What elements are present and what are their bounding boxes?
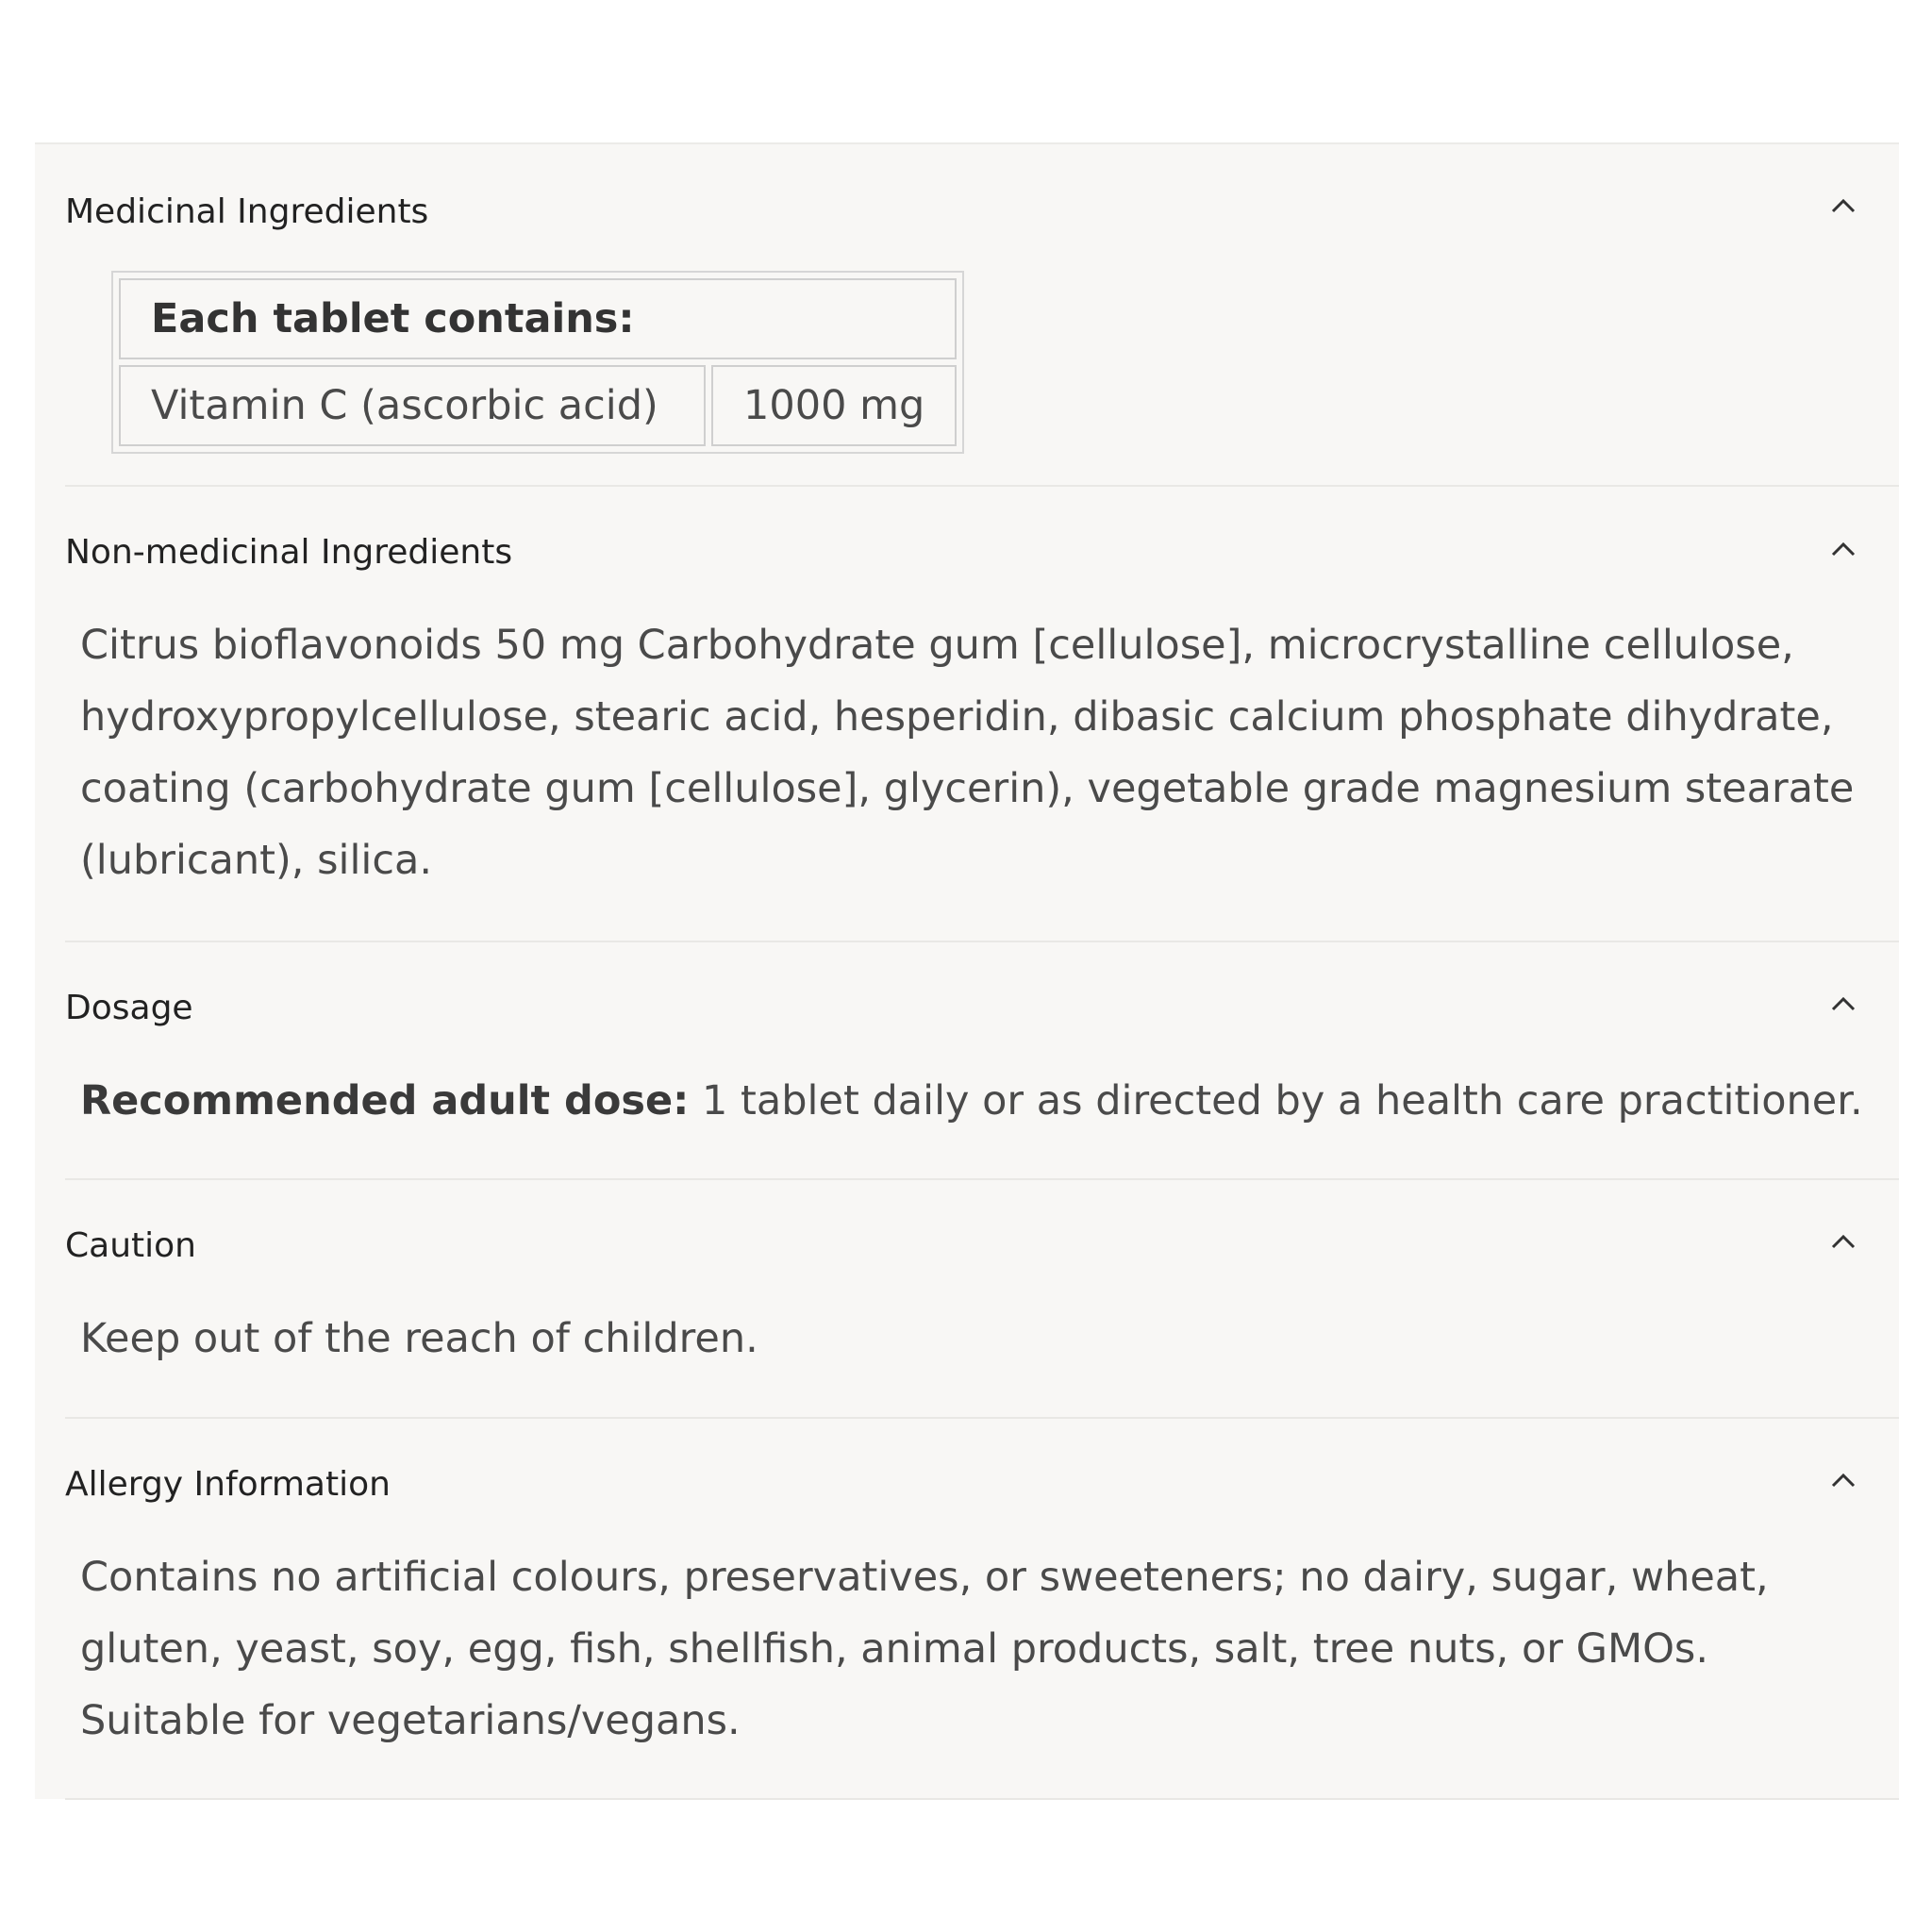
accordion-section-non-medicinal-ingredients [65,487,1899,941]
text-line: (lubricant), silica. [80,837,433,884]
text-line: Contains no artificial colours, preservatives, or sweeteners; no dairy, sugar, wheat, [80,1554,1769,1601]
accordion-header-medicinal-ingredients[interactable]: Medicinal Ingredients [65,192,429,231]
product-details-accordion [35,142,1899,1799]
table-header: Each tablet contains: [119,278,957,359]
chevron-up-icon[interactable] [1829,1466,1857,1494]
chevron-up-icon[interactable] [1829,1227,1857,1256]
accordion-section-allergy-information [65,1419,1899,1801]
ingredient-amount: 1000 mg [711,365,957,446]
chevron-up-icon[interactable] [1829,990,1857,1018]
accordion-section-medicinal-ingredients [65,144,1899,487]
text-line: hydroxypropylcellulose, stearic acid, hesperidin, dibasic calcium phosphate dihydrate, [80,693,1834,741]
text-line: Suitable for vegetarians/vegans. [80,1697,741,1744]
dosage-instructions: 1 tablet daily or as directed by a health care practitioner. [689,1077,1863,1124]
text-line: gluten, yeast, soy, egg, fish, shellfish, animal products, salt, tree nuts, or GMOs. [80,1625,1708,1673]
dosage-label: Recommended adult dose: [80,1077,690,1124]
accordion-section-dosage [65,942,1899,1179]
section-divider [65,1798,1899,1800]
chevron-up-icon[interactable] [1829,535,1857,563]
table-row [119,365,957,446]
text-line: coating (carbohydrate gum [cellulose], glycerin), vegetable grade magnesium stearate [80,765,1855,812]
chevron-up-icon[interactable] [1829,192,1857,220]
accordion-header-non-medicinal-ingredients[interactable]: Non-medicinal Ingredients [65,533,513,572]
ingredients-table [111,271,964,454]
accordion-header-caution[interactable]: Caution [65,1226,196,1265]
accordion-section-caution [65,1180,1899,1418]
caution-text: Keep out of the reach of children. [80,1315,758,1362]
non-medicinal-ingredients-text [80,609,1891,896]
accordion-header-allergy-information[interactable]: Allergy Information [65,1465,391,1504]
ingredient-name: Vitamin C (ascorbic acid) [119,365,706,446]
allergy-information-text [80,1541,1891,1757]
text-line: Citrus bioflavonoids 50 mg Carbohydrate gum [cellulose], microcrystalline cellulose, [80,622,1794,669]
dosage-text [80,1065,1891,1137]
accordion-header-dosage[interactable]: Dosage [65,989,193,1027]
